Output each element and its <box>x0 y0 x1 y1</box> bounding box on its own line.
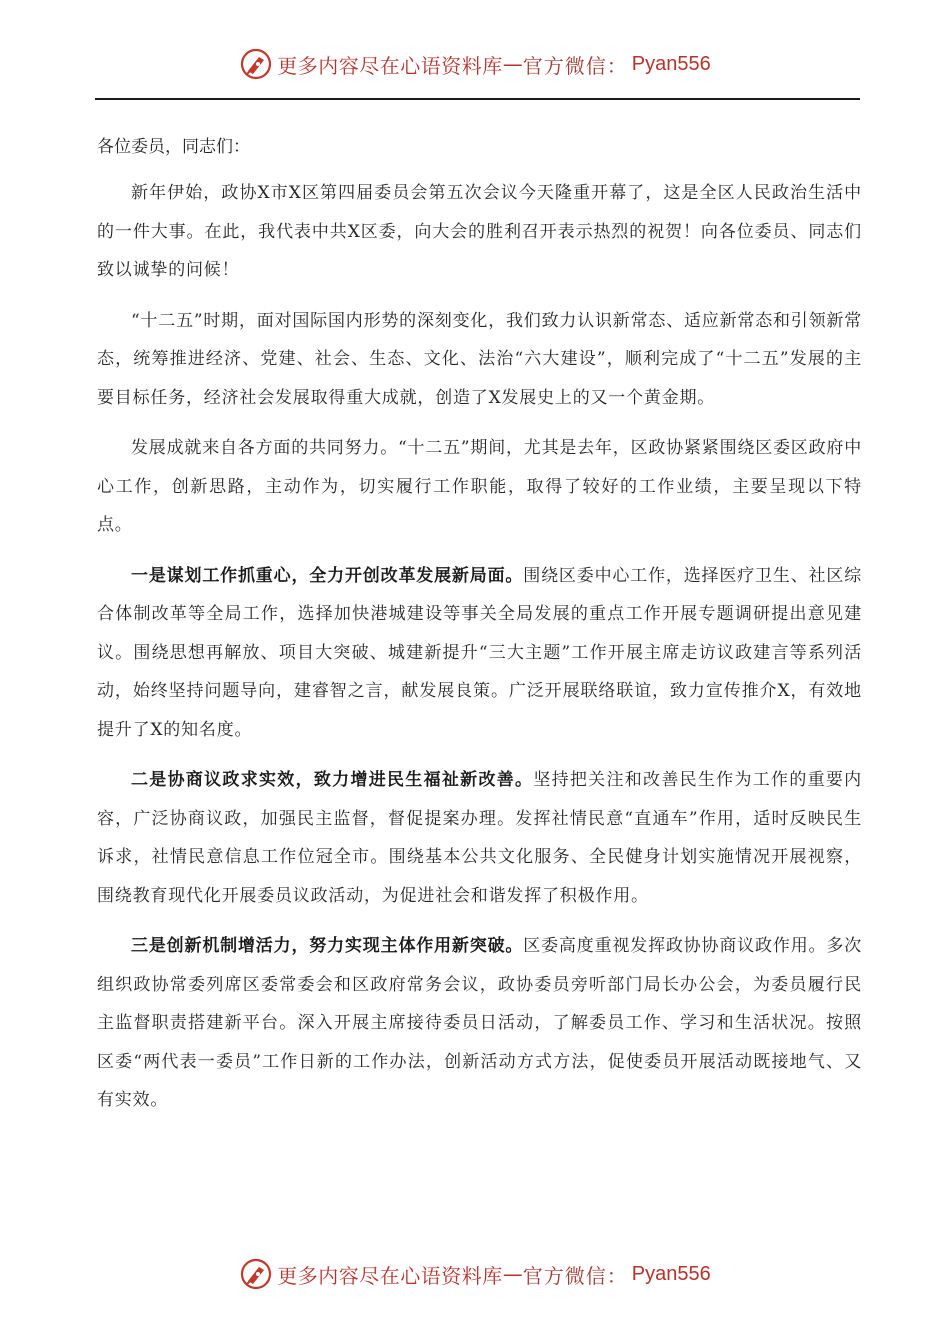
footer-separator: — <box>502 1262 523 1286</box>
paragraph-point-three <box>97 927 862 1120</box>
paragraph-achievements: 发展成就来自各方面的共同努力。“十二五”期间，尤其是去年，区政协紧紧围绕区委区政府中心工作，创新思路，主动作为，切实履行工作职能，取得了较好的工作业绩，主要呈现以下特点。 <box>97 438 862 535</box>
paragraph-point-two <box>97 761 862 915</box>
paragraph-twelfth-five-year: “十二五”时期，面对国际国内形势的深刻变化，我们致力认识新常态、适应新常态和引领新常态，统筹推进经济、党建、社会、生态、文化、法治“六大建设”，顺利完成了“十二五”发展的主要目标任务，经济社会发展取得重大成就，创造了X发展史上的又一个黄金期。 <box>97 310 862 408</box>
point-three-heading: 三是创新机制增活力，努力实现主体作用新突破。 <box>131 936 524 956</box>
footer-banner <box>0 1252 950 1296</box>
pen-nib-logo-icon <box>239 47 273 81</box>
point-one-heading: 一是谋划工作抓重心，全力开创改革发展新局面。 <box>131 565 524 586</box>
salutation: 各位委员，同志们： <box>97 137 250 157</box>
point-two-heading: 二是协商议政求实效，致力增进民生福祉新改善。 <box>131 770 534 790</box>
point-two-text: 坚持把关注和改善民生作为工作的重要内容，广泛协商议政，加强民主监督，督促提案办理。发挥社情民意“直通车”作用，适时反映民生诉求，社情民意信息工作位冠全市。围绕基本公共文化服务、全民健身计划实施情况开展视察，围绕教育现代化开展委员议政活动，为促进社会和谐发挥了积极作用。 <box>97 770 862 906</box>
pen-nib-logo-icon <box>239 1257 273 1291</box>
paragraph-opening: 新年伊始，政协X市X区第四届委员会第五次会议今天隆重开幕了，这是全区人民政治生活中的一件大事。在此，我代表中共X区委，向大会的胜利召开表示热烈的祝贺！向各位委员、同志们致以诚挚的问候！ <box>97 183 862 280</box>
header-wechat-account: Pyan556 <box>631 52 711 75</box>
header-divider <box>95 98 860 100</box>
header-wechat-label: 官方微信： <box>522 53 628 78</box>
point-one-text: 围绕区委中心工作，选择医疗卫生、社区综合体制改革等全局工作，选择加快港城建设等事关全局发展的重点工作开展专题调研提出意见建议。围绕思想再解放、项目大突破、城建新提升“三大主题”工作开展主席走访议政建言等系列活动，始终坚持问题导向，建睿智之言，献发展良策。广泛开展联络联谊，致力宣传推介X，有效地提升了X的知名度。 <box>97 565 862 740</box>
footer-wechat-label: 官方微信： <box>522 1263 628 1288</box>
footer-brand-text: 更多内容尽在心语资料库 <box>277 1263 503 1288</box>
header-brand-text: 更多内容尽在心语资料库 <box>277 53 503 78</box>
header-separator: — <box>502 52 523 76</box>
paragraph-point-one <box>97 557 862 750</box>
point-three-text: 区委高度重视发挥政协协商议政作用。多次组织政协常委列席区委常委会和区政府常务会议，政协委员旁听部门局长办公会，为委员履行民主监督职责搭建新平台。深入开展主席接待委员日活动，了解委员工作、学习和生活状况。按照区委“两代表一委员”工作日新的工作办法，创新活动方式方法，促使委员开展活动既接地气、又有实效。 <box>97 936 862 1110</box>
header-banner <box>0 42 950 86</box>
footer-wechat-account: Pyan556 <box>631 1262 711 1285</box>
document-body <box>97 128 862 1132</box>
